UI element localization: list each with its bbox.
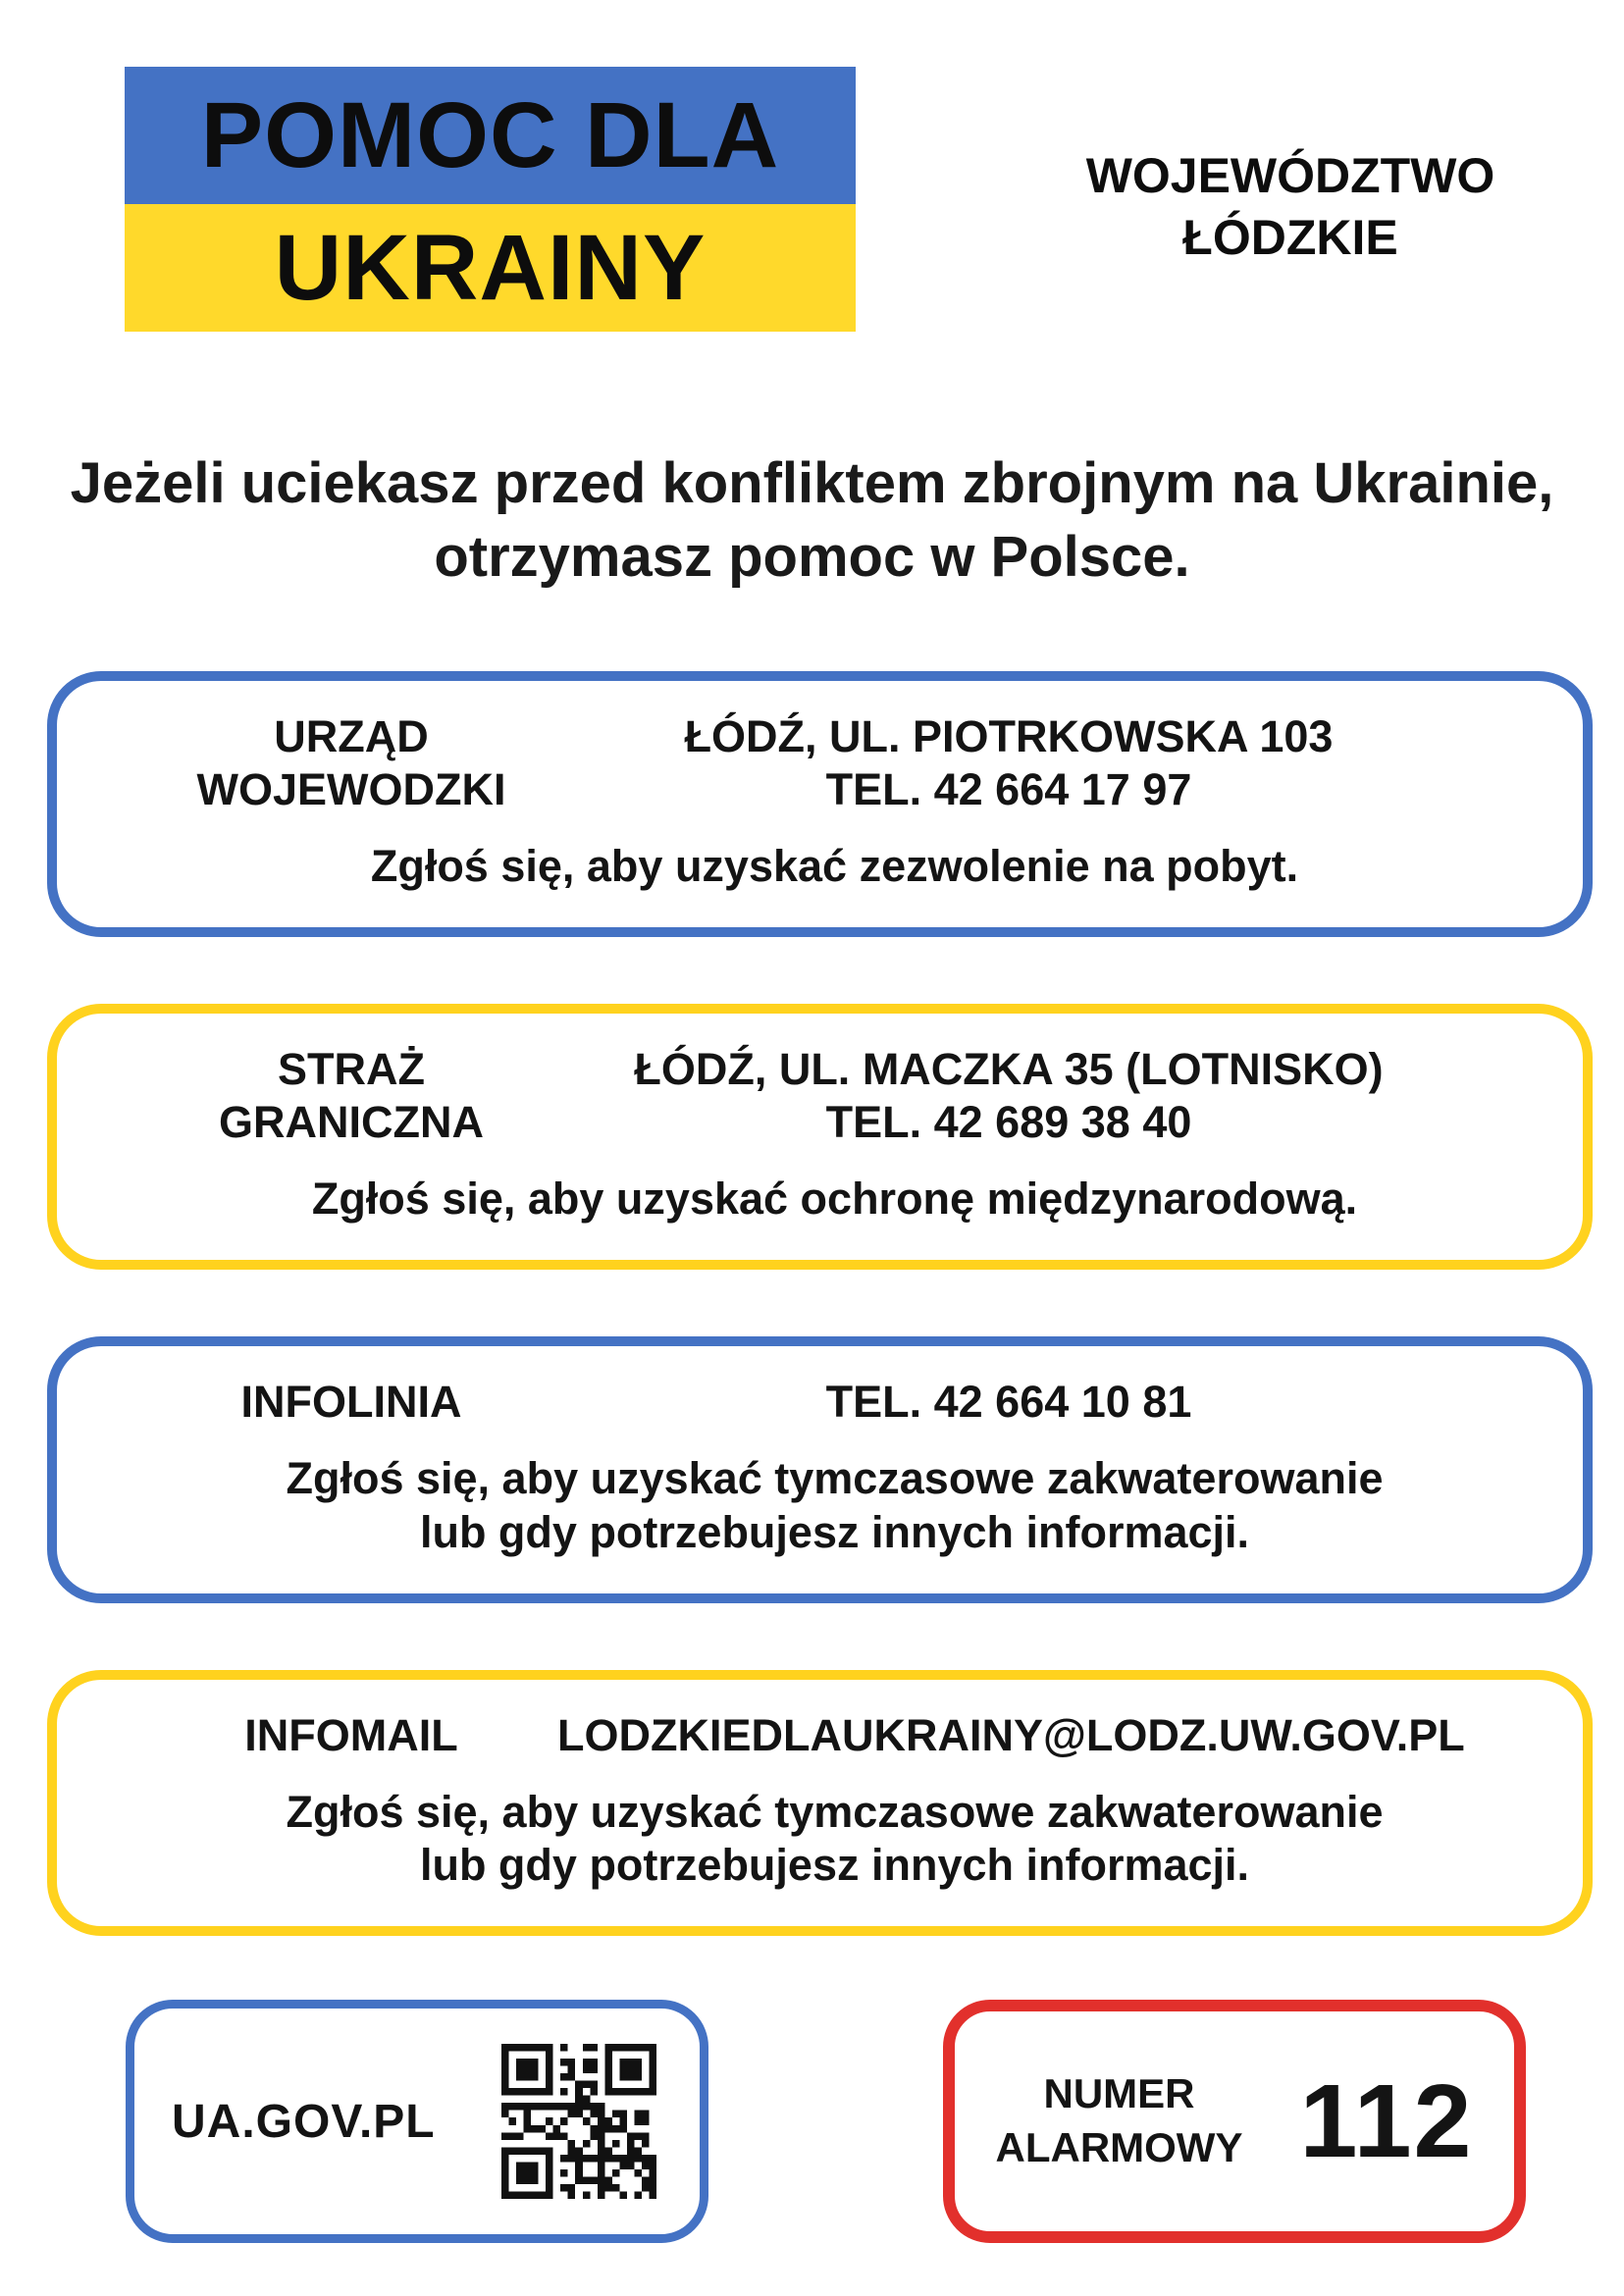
card-straz-graniczna [47, 1004, 1593, 1270]
card-label [145, 710, 557, 816]
emergency-label-line1: NUMER [1043, 2070, 1195, 2117]
card-phone: TEL. 42 664 10 81 [825, 1376, 1192, 1427]
emergency-number: 112 [1299, 2063, 1474, 2179]
flag-yellow-stripe [125, 204, 856, 332]
qr-code-icon [501, 2044, 656, 2199]
intro-heading [0, 446, 1624, 595]
card-label-line1: INFOLINIA [240, 1376, 462, 1427]
card-label [145, 1709, 557, 1762]
card-label-line2: WOJEWODZKI [196, 764, 506, 814]
card-note [145, 1452, 1524, 1560]
banner-title-line2: UKRAINY [274, 215, 707, 320]
card-label [145, 1043, 557, 1149]
card-label-line1: STRAŻ [278, 1043, 425, 1094]
card-infolinia [47, 1336, 1593, 1603]
info-cards [47, 671, 1593, 1936]
card-info [557, 1709, 1465, 1762]
card-label-line2: GRANICZNA [219, 1096, 484, 1147]
emergency-label [996, 2067, 1243, 2174]
voivodeship-line2: ŁÓDZKIE [1182, 210, 1398, 265]
card-label [145, 1376, 557, 1429]
footer [126, 2000, 1526, 2243]
card-label-line1: URZĄD [274, 711, 429, 761]
card-note-line2: lub gdy potrzebujesz innych informacji. [419, 1840, 1250, 1891]
card-note [145, 840, 1524, 894]
card-label-line1: INFOMAIL [244, 1709, 458, 1760]
card-address: ŁÓDŹ, UL. MACZKA 35 (LOTNISKO) [634, 1043, 1384, 1094]
emergency-label-line2: ALARMOWY [995, 2124, 1243, 2170]
card-row [145, 1376, 1524, 1429]
card-note-line1: Zgłoś się, aby uzyskać zezwolenie na pobyt. [370, 841, 1299, 891]
website-box [126, 2000, 708, 2243]
voivodeship-line1: WOJEWÓDZTWO [1085, 148, 1495, 203]
voivodeship-title [1011, 145, 1570, 269]
card-phone: TEL. 42 664 17 97 [825, 764, 1192, 814]
card-note-line2: lub gdy potrzebujesz innych informacji. [419, 1506, 1250, 1557]
intro-line1: Jeżeli uciekasz przed konfliktem zbrojnym na Ukrainie, [70, 451, 1554, 515]
card-row [145, 1709, 1524, 1762]
card-row [145, 710, 1524, 816]
card-infomail [47, 1670, 1593, 1937]
emergency-number-box [943, 2000, 1526, 2243]
card-urzad-wojewodzki [47, 671, 1593, 937]
intro-line2: otrzymasz pomoc w Polsce. [434, 525, 1190, 590]
card-note-line1: Zgłoś się, aby uzyskać ochronę międzynarodową. [311, 1173, 1358, 1224]
card-phone: TEL. 42 689 38 40 [825, 1096, 1192, 1147]
card-info [557, 1376, 1460, 1429]
card-info [557, 1043, 1460, 1149]
card-address: ŁÓDŹ, UL. PIOTRKOWSKA 103 [684, 711, 1334, 761]
website-label: UA.GOV.PL [172, 2095, 436, 2148]
card-info [557, 710, 1460, 816]
card-note [145, 1173, 1524, 1226]
flag-blue-stripe [125, 67, 856, 204]
card-note-line1: Zgłoś się, aby uzyskać tymczasowe zakwaterowanie [286, 1452, 1384, 1503]
ukraine-flag-banner [125, 67, 856, 332]
card-note [145, 1786, 1524, 1894]
card-note-line1: Zgłoś się, aby uzyskać tymczasowe zakwaterowanie [286, 1786, 1384, 1837]
card-email: LODZKIEDLAUKRAINY@LODZ.UW.GOV.PL [557, 1709, 1465, 1760]
card-row [145, 1043, 1524, 1149]
banner-title-line1: POMOC DLA [200, 82, 780, 187]
